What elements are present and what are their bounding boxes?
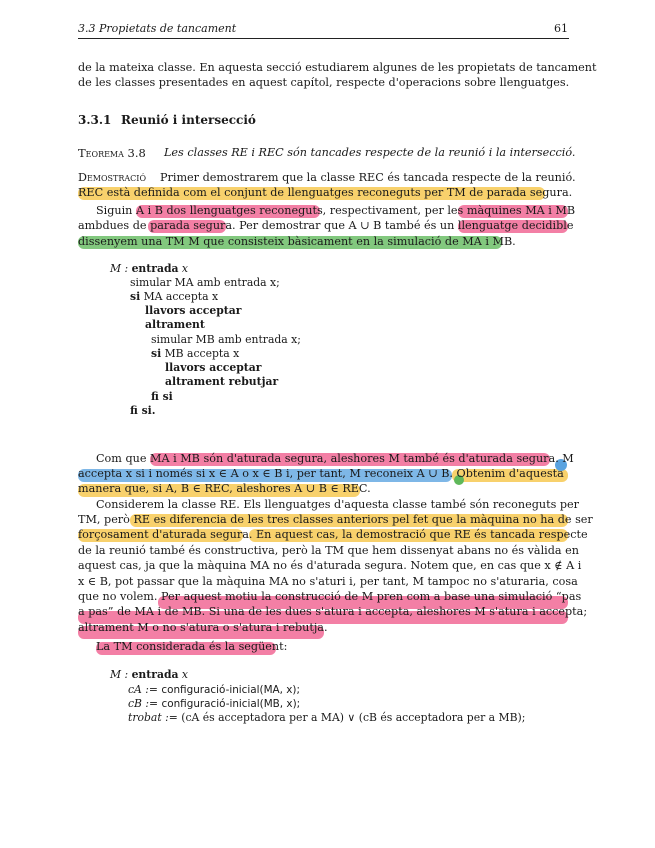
section-title: Reunió i intersecció [121,113,256,127]
paragraph-line: de la reunió també és constructiva, però la TM que hem dissenyat abans no és vàlida en [78,544,579,557]
paragraph-line: manera que, si A, B ∈ REC, aleshores A ∪ B ∈ REC. [78,482,371,495]
paragraph-line: TM, però RE es diferencia de les tres classes anteriors pel fet que la màquina no ha de ser [78,513,593,526]
paragraph-line: accepta x si i només si x ∈ A o x ∈ B i, per tant, M reconeix A ∪ B. Obtenim d'aquesta [78,467,564,480]
proof-line: Siguin A i B dos llenguatges reconeguts, respectivament, per les màquines MA i MB [96,204,576,217]
proof-line: REC està definida com el conjunt de llenguatges reconeguts per TM de parada segura. [78,186,573,199]
algorithm-line: cA := configuració-inicial(MA, x); [128,683,300,696]
paragraph-line: a pas” de MA i de MB. Si una de les dues s'atura i accepta, aleshores M s'atura i accepta; [78,605,588,618]
algorithm-line: llavors acceptar [145,304,242,317]
algorithm-line: si MA accepta x [130,290,219,303]
paragraph-line: La TM considerada és la següent: [96,640,288,653]
paragraph-line: que no volem. Per aquest motiu la construcció de M pren com a base una simulació “pas [78,590,582,603]
header-rule [78,38,569,39]
theorem-statement: Les classes RE i REC són tancades respecte de la reunió i la intersecció. [164,146,576,159]
paragraph-line: forçosament d'aturada segura. En aquest cas, la demostració que RE és tancada respecte [78,528,588,541]
algorithm-line: cB := configuració-inicial(MB, x); [128,697,301,710]
proof-label: Demostració [78,171,147,184]
paragraph-line: x ∈ B, pot passar que la màquina MA no s'aturi i, per tant, M tampoc no s'aturaria, cosa [78,575,578,588]
proof-line: ambdues de parada segura. Per demostrar que A ∪ B també és un llenguatge decidible [78,219,574,232]
algorithm-line: simular MB amb entrada x; [151,333,301,346]
intro-line-2: de les classes presentades en aquest capítol, respecte d'operacions sobre llenguatges. [78,76,570,89]
algorithm-line: llavors acceptar [165,361,262,374]
paragraph-line: Considerem la classe RE. Els llenguatges d'aquesta classe també són reconeguts per [96,498,580,511]
paragraph-line: aquest cas, ja que la màquina MA no és d'aturada segura. Notem que, en cas que x ∉ A i [78,559,582,572]
paragraph-line: Com que MA i MB són d'aturada segura, aleshores M també és d'aturada segura. M [96,452,574,465]
algorithm-line: altrament rebutjar [165,375,279,388]
algorithm-line: fi si. [130,404,156,417]
algorithm-line: si MB accepta x [151,347,240,360]
algorithm-line: altrament [145,318,205,331]
section-number: 3.3.1 [78,113,112,127]
proof-line: dissenyem una TM M que consisteix bàsicament en la simulació de MA i MB. [78,235,516,248]
proof-line: Primer demostrarem que la classe REC és tancada respecte de la reunió. [160,171,576,184]
paragraph-line: altrament M o no s'atura o s'atura i rebutja. [78,621,328,634]
intro-line-1: de la mateixa classe. En aquesta secció estudiarem algunes de les propietats de tancament [78,61,597,74]
algorithm-line: trobat := (cA és acceptadora per a MA) ∨ (cB és acceptadora per a MB); [128,711,526,724]
page-number: 61 [554,22,568,35]
algorithm-line: simular MA amb entrada x; [130,276,280,289]
algorithm-line: M : entrada x [110,668,189,681]
algorithm-line: M : entrada x [110,262,189,275]
algorithm-line: fi si [151,390,173,403]
running-header-title: 3.3 Propietats de tancament [78,22,237,35]
theorem-label: Teorema 3.8 [78,146,146,160]
